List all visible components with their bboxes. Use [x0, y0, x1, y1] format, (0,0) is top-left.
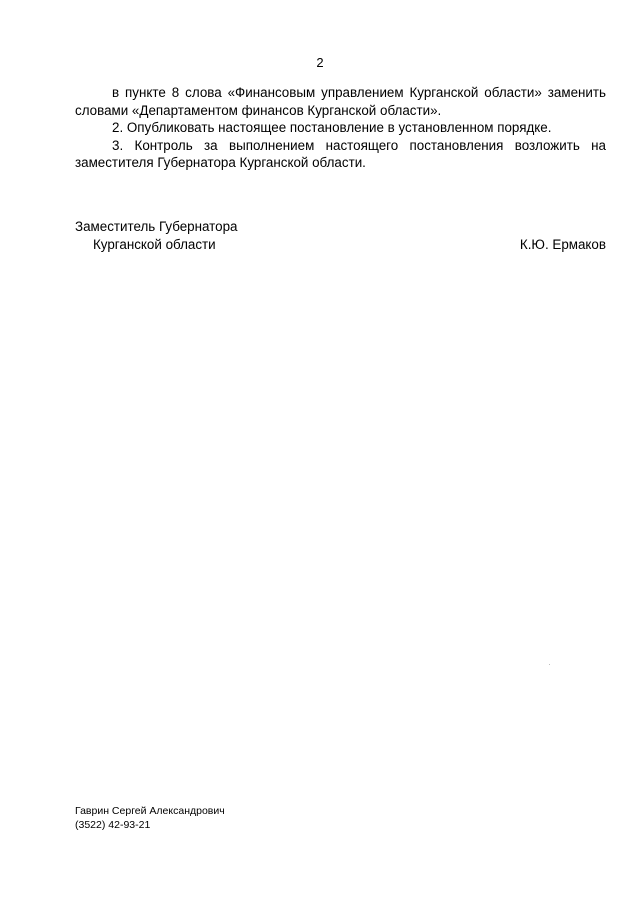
- paragraph-1: в пункте 8 слова «Финансовым управлением Курганской области» заменить словами «Департаментом финансов Курганской области».: [75, 85, 606, 118]
- scan-speck: [549, 664, 550, 665]
- signature-block: [75, 218, 606, 253]
- signatory-region: Курганской области: [93, 236, 216, 252]
- executor-name: Гаврин Сергей Александрович: [75, 805, 225, 817]
- document-body: [75, 84, 606, 172]
- signatory-name: К.Ю. Ермаков: [519, 236, 606, 252]
- paragraph-2: 2. Опубликовать настоящее постановление в установленном порядке.: [112, 120, 552, 135]
- page-number: 2: [316, 55, 324, 70]
- signatory-position: Заместитель Губернатора: [75, 219, 238, 234]
- executor-phone: (3522) 42-93-21: [75, 818, 151, 831]
- executor-block: [75, 805, 225, 832]
- paragraph-3: 3. Контроль за выполнением настоящего постановления возложить на заместителя Губернатора Курганской области.: [75, 137, 606, 170]
